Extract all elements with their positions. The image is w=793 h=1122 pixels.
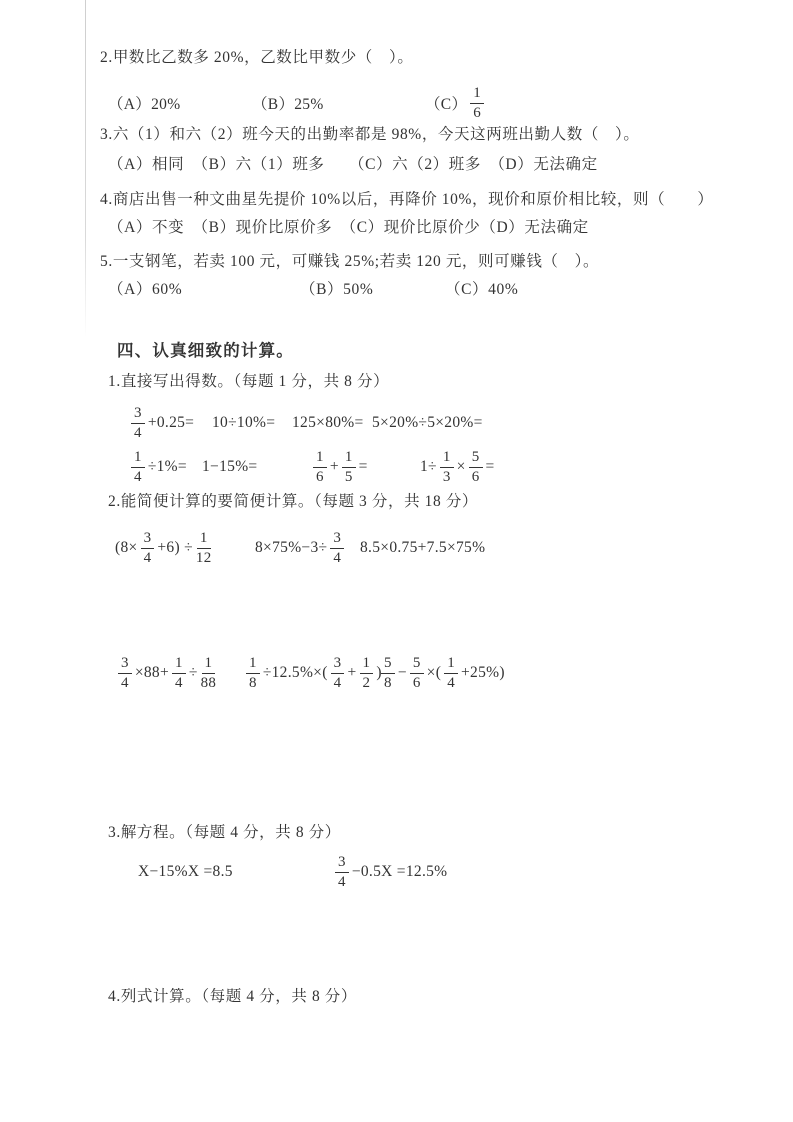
math-text: ÷1%=: [147, 458, 187, 475]
fraction-numerator: 1: [313, 449, 327, 468]
fraction-denominator: 6: [412, 674, 421, 691]
math-text: +0.25=: [147, 414, 195, 431]
fraction: [444, 655, 458, 692]
fraction-numerator: 1: [202, 655, 216, 674]
left-margin-line: [85, 0, 86, 338]
fraction-numerator: 5: [469, 449, 483, 468]
math-text: 10÷10%=: [212, 414, 276, 431]
fraction-numerator: 1: [470, 85, 484, 104]
fraction-denominator: 88: [200, 674, 217, 691]
math-text: 8×75%−3÷: [255, 539, 328, 556]
fraction-denominator: 8: [384, 674, 392, 691]
fraction-denominator: 4: [121, 674, 129, 691]
fraction-denominator: 8: [249, 674, 257, 691]
quick-calc-1: [128, 401, 194, 445]
fraction-numerator: 1: [444, 655, 458, 674]
fraction-denominator: 4: [143, 549, 152, 566]
part-3-title: 3.解方程。（每题 4 分，共 8 分）: [108, 824, 341, 841]
fraction-denominator: 3: [442, 468, 451, 485]
fraction: [440, 449, 454, 486]
fraction-numerator: 5: [381, 655, 395, 674]
fraction-denominator: 4: [333, 549, 342, 566]
math-text: +: [347, 664, 357, 681]
fraction-numerator: 3: [131, 405, 145, 424]
fraction: [469, 449, 483, 486]
question-5-option-b: （B）50%: [300, 281, 374, 298]
math-text: 8.5×0.75+7.5×75%: [360, 539, 486, 556]
fraction: [335, 854, 349, 891]
fraction-denominator: 4: [134, 424, 142, 441]
fraction-denominator: 6: [473, 104, 482, 121]
fraction: [313, 449, 327, 486]
question-4-prompt: 4.商店出售一种文曲星先提价 10%以后，再降价 10%，现价和原价相比较，则（ ）: [100, 191, 714, 208]
simplify-calc-1: [115, 526, 215, 570]
fraction-numerator: 1: [246, 655, 260, 674]
question-5-option-c: （C）40%: [445, 281, 519, 298]
fraction: [330, 530, 344, 567]
math-text: 1÷: [420, 458, 437, 475]
math-text: −: [397, 664, 407, 681]
fraction-numerator: 1: [172, 655, 186, 674]
quick-calc-4: [372, 401, 483, 445]
fraction-denominator: 2: [362, 674, 371, 691]
math-text: ÷: [188, 664, 198, 681]
math-text: 1−15%=: [202, 458, 258, 475]
math-text: ×: [456, 458, 466, 475]
fraction-denominator: 4: [175, 674, 183, 691]
fraction: [196, 530, 212, 567]
fraction: [246, 655, 260, 692]
fraction-denominator: 5: [344, 468, 353, 485]
math-text: +25%): [461, 664, 505, 681]
part-4-title: 4.列式计算。（每题 4 分，共 8 分）: [108, 988, 357, 1005]
fraction-numerator: 3: [331, 655, 345, 674]
part-2-title: 2.能简便计算的要简便计算。（每题 3 分，共 18 分）: [108, 493, 479, 510]
fraction-numerator: 5: [410, 655, 424, 674]
fraction-denominator: 6: [316, 468, 324, 485]
quick-calc-3: [292, 401, 364, 445]
fraction: [131, 449, 145, 486]
equation-2: [332, 850, 447, 894]
fraction: [118, 655, 132, 692]
math-text: (8×: [115, 539, 138, 556]
math-text: （C）: [425, 96, 468, 113]
quick-calc-5: [128, 445, 187, 489]
option-b-text: （B）25%: [252, 96, 324, 113]
math-text: =: [358, 458, 368, 475]
math-text: −0.5X =12.5%: [351, 863, 448, 880]
fraction-denominator: 4: [447, 674, 455, 691]
quick-calc-6: [202, 445, 257, 489]
simplify-calc-2: [255, 526, 347, 570]
equation-1: [138, 850, 233, 894]
question-5-prompt: 5.一支钢笔，若卖 100 元，可赚钱 25%;若卖 120 元，则可赚钱（ ）。: [100, 253, 600, 270]
question-4-options: （A）不变 （B）现价比原价多 （C）现价比原价少（D）无法确定: [108, 219, 589, 236]
fraction: [201, 655, 217, 692]
question-2-option-b: [252, 81, 324, 125]
fraction-numerator: 3: [335, 854, 349, 873]
fraction-denominator: 4: [134, 468, 142, 485]
fraction-denominator: 12: [195, 549, 212, 566]
fraction-numerator: 1: [131, 449, 145, 468]
fraction-denominator: 4: [333, 674, 342, 691]
question-5-option-a: （A）60%: [108, 281, 183, 298]
simplify-calc-6: [378, 651, 505, 695]
fraction: [381, 655, 395, 692]
quick-calc-2: [212, 401, 275, 445]
section-4-heading: 四、认真细致的计算。: [117, 341, 294, 360]
fraction-numerator: 1: [342, 449, 356, 468]
quick-calc-7: [310, 445, 368, 489]
question-3-prompt: 3.六（1）和六（2）班今天的出勤率都是 98%，今天这两班出勤人数（ ）。: [100, 126, 640, 143]
fraction: [410, 655, 424, 692]
quick-calc-8: [420, 445, 495, 489]
fraction: [342, 449, 356, 486]
fraction-numerator: 1: [360, 655, 374, 674]
fraction: [331, 655, 345, 692]
math-text: X−15%X =8.5: [138, 863, 233, 880]
math-text: =: [485, 458, 495, 475]
simplify-calc-4: [115, 651, 219, 695]
fraction: [360, 655, 374, 692]
math-text: ): [376, 664, 382, 681]
part-1-title: 1.直接写出得数。（每题 1 分，共 8 分）: [108, 373, 390, 390]
fraction-numerator: 1: [197, 530, 211, 549]
math-text: ×88+: [134, 664, 169, 681]
question-2-option-c: [425, 81, 487, 125]
fraction-denominator: 6: [471, 468, 480, 485]
math-text: +6) ÷: [157, 539, 193, 556]
fraction: [141, 530, 155, 567]
fraction-numerator: 3: [141, 530, 155, 549]
math-text: ÷12.5%×(: [262, 664, 328, 681]
fraction: [172, 655, 186, 692]
fraction-numerator: 3: [118, 655, 132, 674]
fraction-numerator: 1: [440, 449, 454, 468]
math-text: ×(: [426, 664, 442, 681]
math-text: 5×20%÷5×20%=: [372, 414, 483, 431]
fraction-denominator: 4: [338, 873, 346, 890]
simplify-calc-3: [360, 526, 485, 570]
fraction: [131, 405, 145, 442]
question-2-option-a: [108, 81, 180, 125]
math-text: +: [329, 458, 339, 475]
simplify-calc-5: [243, 651, 382, 695]
question-3-options: （A）相同 （B）六（1）班多 （C）六（2）班多 （D）无法确定: [108, 156, 598, 173]
option-a-text: （A）20%: [108, 96, 181, 113]
question-2-prompt: 2.甲数比乙数多 20%，乙数比甲数少（ ）。: [100, 49, 414, 66]
fraction: [470, 85, 484, 122]
fraction-numerator: 3: [330, 530, 344, 549]
math-text: 125×80%=: [292, 414, 364, 431]
